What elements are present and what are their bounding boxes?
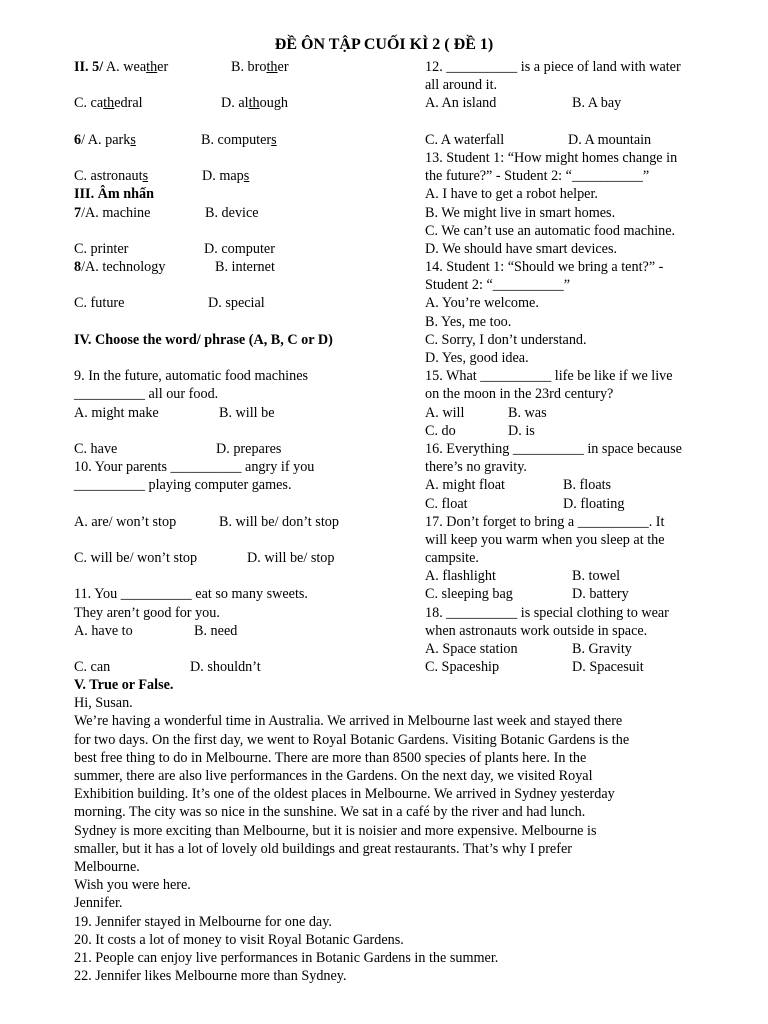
option-b: B. towel xyxy=(572,568,621,585)
question-13-option-d: D. We should have smart devices. xyxy=(425,240,618,257)
option-a: A. have to xyxy=(74,622,133,639)
underlined-sound: th xyxy=(146,59,158,75)
underlined-sound: s xyxy=(130,131,136,148)
question-number: 6 xyxy=(74,131,82,148)
option-b: B. will be xyxy=(219,404,275,421)
option-a: A. are/ won’t stop xyxy=(74,513,177,530)
underlined-sound: s xyxy=(142,168,149,185)
option-b: B. internet xyxy=(215,259,275,276)
statement-19: 19. Jennifer stayed in Melbourne for one day. xyxy=(74,913,332,930)
question-17-row-2 xyxy=(425,585,735,603)
statement-21: 21. People can enjoy live performances in Botanic Gardens in the summer. xyxy=(74,950,499,967)
question-12-row-1 xyxy=(425,94,735,112)
question-10-stem-cont: __________ playing computer games. xyxy=(74,477,292,494)
letter-line: for two days. On the first day, we went to Royal Botanic Gardens. Visiting Botanic Gardens is the xyxy=(74,731,630,748)
question-9-stem: 9. In the future, automatic food machines xyxy=(74,368,309,385)
option-c: C. will be/ won’t stop xyxy=(74,550,198,567)
option-d: D. al xyxy=(221,95,249,112)
option-d: D. is xyxy=(508,422,535,439)
statement-22: 22. Jennifer likes Melbourne more than Sydney. xyxy=(74,968,347,985)
option-c: C. sleeping bag xyxy=(425,586,513,603)
underlined-sound: s xyxy=(243,168,250,185)
option-a: A. might float xyxy=(425,477,505,494)
option-d: D. will be/ stop xyxy=(247,550,335,567)
option-a: /A. technology xyxy=(81,259,166,276)
question-18-stem: 18. __________ is special clothing to wear xyxy=(425,604,669,621)
section-5 xyxy=(74,676,734,985)
letter-line: Melbourne. xyxy=(74,859,140,876)
option-c: C. A waterfall xyxy=(425,131,505,148)
option-a: A. An island xyxy=(425,95,497,112)
option-c-rest: edral xyxy=(114,95,143,112)
option-d: D. A mountain xyxy=(568,131,652,148)
option-b: B. floats xyxy=(563,477,612,494)
option-c: C. do xyxy=(425,422,456,439)
question-6-row-1 xyxy=(74,131,414,149)
option-a: A. might make xyxy=(74,404,159,421)
option-a: A. wea xyxy=(103,59,147,75)
letter-closing: Wish you were here. xyxy=(74,877,191,894)
question-11-row-2 xyxy=(74,658,414,676)
question-number: II. 5/ xyxy=(74,59,104,75)
question-12-row-2 xyxy=(425,131,735,149)
question-13-option-c: C. We can’t use an automatic food machine. xyxy=(425,222,676,239)
letter-line: summer, there are also live performances in the Gardens. On the next day, we visited Royal xyxy=(74,768,593,785)
option-d: D. shouldn’t xyxy=(190,659,261,676)
question-8-row-1 xyxy=(74,258,414,276)
option-a: A. will xyxy=(425,404,465,421)
option-c: C. can xyxy=(74,659,111,676)
option-b: B. bro xyxy=(231,59,267,75)
question-14-option-d: D. Yes, good idea. xyxy=(425,350,529,366)
option-d: D. Spacesuit xyxy=(572,659,644,676)
question-7-row-1 xyxy=(74,204,414,222)
letter-signature: Jennifer. xyxy=(74,895,123,912)
question-16-stem-cont: there’s no gravity. xyxy=(425,459,527,476)
letter-line: smaller, but it has a lot of lovely old buildings and great restaurants. That’s why I prefer xyxy=(74,840,572,857)
question-14-stem-cont: Student 2: “__________” xyxy=(425,277,571,294)
question-6-row-2 xyxy=(74,167,414,185)
option-b: B. device xyxy=(205,204,259,221)
question-14-option-c: C. Sorry, I don’t understand. xyxy=(425,331,587,348)
option-b: B. A bay xyxy=(572,95,622,112)
option-c: C. have xyxy=(74,440,118,457)
letter-line: morning. The city was so nice in the sunshine. We sat in a café by the river and had lunch. xyxy=(74,804,586,821)
question-17-stem-cont-2: campsite. xyxy=(425,550,479,567)
option-c: C. astronaut xyxy=(74,168,143,185)
question-18-stem-cont: when astronauts work outside in space. xyxy=(425,622,648,639)
question-14-stem: 14. Student 1: “Should we bring a tent?” - xyxy=(425,259,664,276)
option-d-rest: ough xyxy=(259,95,289,112)
question-10-row-1 xyxy=(74,513,414,531)
question-15-row-2 xyxy=(425,422,735,440)
option-d: D. map xyxy=(202,168,244,185)
letter-line: best free thing to do in Melbourne. There are more than 8500 species of plants here. In the xyxy=(74,749,587,766)
option-b-rest: er xyxy=(277,59,289,75)
question-5-row-1 xyxy=(74,58,414,76)
question-12-stem-cont: all around it. xyxy=(425,77,498,94)
question-15-stem-cont: on the moon in the 23rd century? xyxy=(425,386,614,403)
left-column xyxy=(74,58,414,676)
option-a: / A. park xyxy=(81,131,131,148)
option-a: A. Space station xyxy=(425,641,518,657)
option-d: D. prepares xyxy=(216,440,282,457)
question-10-row-2 xyxy=(74,549,414,567)
option-c: C. Spaceship xyxy=(425,659,500,676)
option-b: B. was xyxy=(508,404,547,421)
letter-line: Sydney is more exciting than Melbourne, but it is noisier and more expensive. Melbourne is xyxy=(74,822,597,839)
question-12-stem: 12. __________ is a piece of land with water xyxy=(425,59,681,75)
question-10-stem: 10. Your parents __________ angry if you xyxy=(74,459,315,476)
option-c: C. ca xyxy=(74,95,104,112)
question-17-stem-cont: will keep you warm when you sleep at the xyxy=(425,531,665,548)
question-18-row-2 xyxy=(425,658,735,676)
question-13-stem-cont: the future?” - Student 2: “__________” xyxy=(425,168,650,185)
option-a: /A. machine xyxy=(81,204,151,221)
option-b: B. Gravity xyxy=(572,641,632,657)
right-column xyxy=(425,58,735,676)
option-d: D. computer xyxy=(204,240,275,257)
question-14-option-b: B. Yes, me too. xyxy=(425,313,512,330)
option-d: D. special xyxy=(208,295,265,312)
option-c: C. future xyxy=(74,295,125,312)
section-5-heading: V. True or False. xyxy=(74,677,174,693)
question-11-row-1 xyxy=(74,622,414,640)
option-a: A. flashlight xyxy=(425,568,496,585)
option-c: C. float xyxy=(425,495,468,512)
question-18-row-1 xyxy=(425,640,735,658)
question-number: 7 xyxy=(74,204,82,221)
underlined-sound: s xyxy=(271,131,277,148)
question-7-row-2 xyxy=(74,240,414,258)
underlined-sound: th xyxy=(266,59,278,75)
question-14-option-a: A. You’re welcome. xyxy=(425,295,539,312)
section-4-heading: IV. Choose the word/ phrase (A, B, C or D) xyxy=(74,331,333,348)
question-17-row-1 xyxy=(425,567,735,585)
question-13-option-a: A. I have to get a robot helper. xyxy=(425,186,598,203)
question-13-stem: 13. Student 1: “How might homes change in xyxy=(425,149,678,166)
letter-line: We’re having a wonderful time in Australia. We arrived in Melbourne last week and stayed there xyxy=(74,713,623,730)
question-15-stem: 15. What __________ life be like if we live xyxy=(425,368,673,385)
option-c: C. printer xyxy=(74,240,129,257)
option-d: D. floating xyxy=(563,495,625,512)
question-number: 8 xyxy=(74,259,82,276)
option-a-rest: er xyxy=(157,59,169,75)
statement-20: 20. It costs a lot of money to visit Royal Botanic Gardens. xyxy=(74,931,404,948)
question-16-row-2 xyxy=(425,495,735,513)
page-title: ĐỀ ÔN TẬP CUỐI KÌ 2 ( ĐỀ 1) xyxy=(274,36,494,53)
question-17-stem: 17. Don’t forget to bring a __________. It xyxy=(425,513,665,530)
underlined-sound: th xyxy=(248,95,260,112)
option-d: D. battery xyxy=(572,586,629,603)
question-15-row-1 xyxy=(425,404,735,422)
option-b: B. will be/ don’t stop xyxy=(219,513,339,530)
letter-line: Exhibition building. It’s one of the oldest places in Melbourne. We arrived in Sydney yesterday xyxy=(74,786,615,803)
question-16-row-1 xyxy=(425,476,735,494)
option-b: B. need xyxy=(194,622,238,639)
underlined-sound: th xyxy=(103,95,115,112)
question-11-stem: 11. You __________ eat so many sweets. xyxy=(74,586,308,603)
question-13-option-b: B. We might live in smart homes. xyxy=(425,204,616,221)
section-3-heading: III. Âm nhấn xyxy=(74,186,155,203)
question-5-row-2 xyxy=(74,94,414,112)
question-9-stem-cont: __________ all our food. xyxy=(74,386,219,403)
option-b: B. computer xyxy=(201,131,272,148)
question-11-stem-cont: They aren’t good for you. xyxy=(74,604,220,621)
question-16-stem: 16. Everything __________ in space because xyxy=(425,440,682,457)
question-9-row-1 xyxy=(74,404,414,422)
question-9-row-2 xyxy=(74,440,414,458)
question-8-row-2 xyxy=(74,294,414,312)
letter-greeting: Hi, Susan. xyxy=(74,695,133,712)
